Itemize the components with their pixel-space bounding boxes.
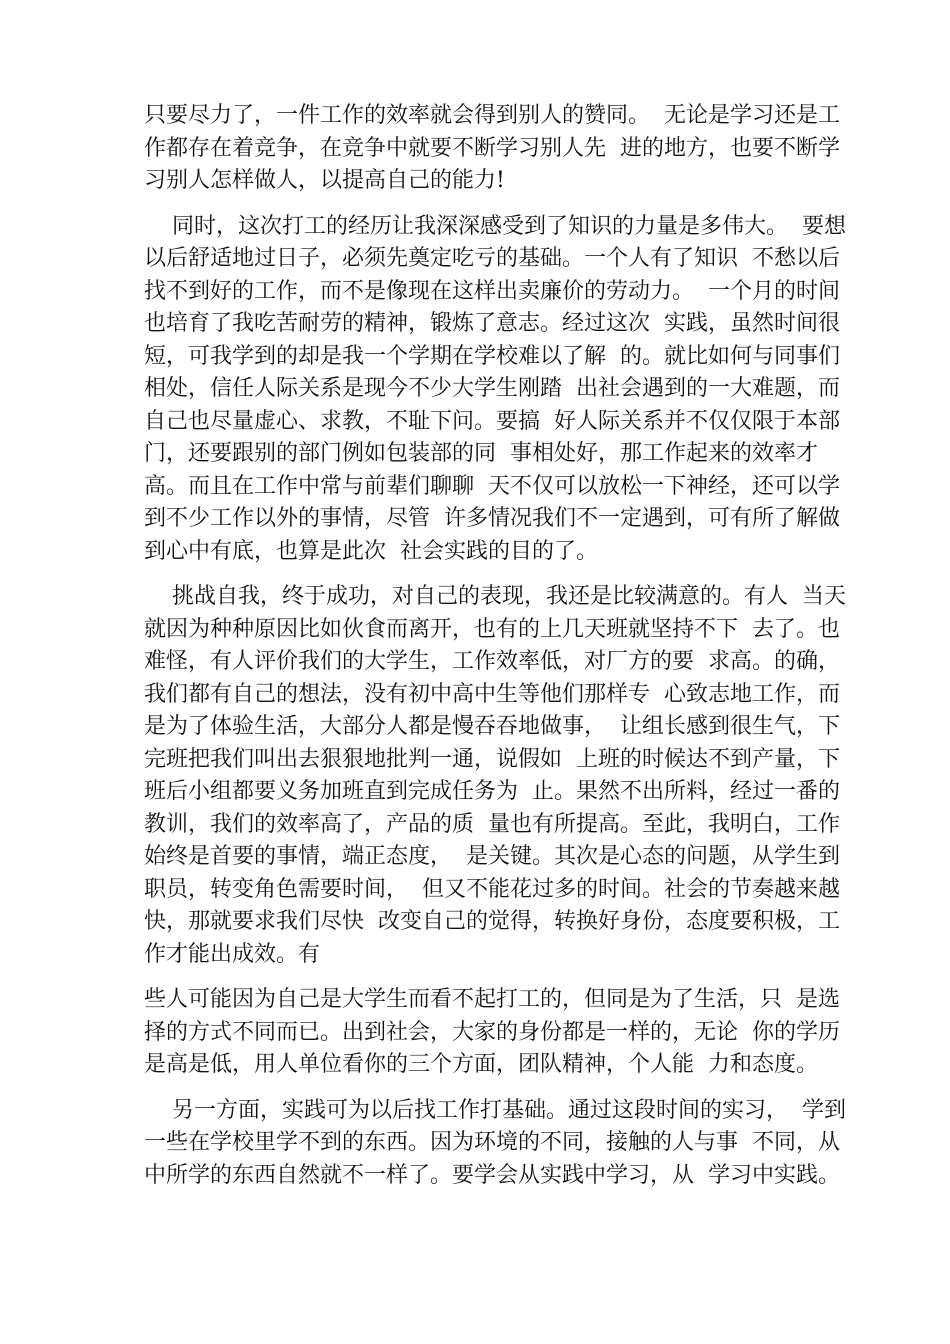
text-line: 以后舒适地过日子，必须先奠定吃亏的基础。一个人有了知识 不愁以后 [144,246,840,271]
text-line: 也培育了我吃苦耐劳的精神，锻炼了意志。经过这次 实践，虽然时间很 [144,311,840,336]
text-line: 门，还要跟别的部门例如包装部的同 事相处好，那工作起来的效率才 [144,441,818,466]
text-line: 挑战自我，终于成功，对自己的表现，我还是比较满意的。有人 当天 [144,584,846,609]
paragraph-4 [144,984,840,1082]
text-line: 些人可能因为自己是大学生而看不起打工的，但同是为了生活，只 是选 [144,987,840,1012]
text-line: 始终是首要的事情，端正态度， 是关键。其次是心态的问题，从学生到 [144,844,840,869]
text-line: 教训，我们的效率高了，产品的质 量也有所提高。至此，我明白，工作 [144,811,840,837]
text-line: 另一方面，实践可为以后找工作打基础。通过这段时间的实习， 学到 [144,1097,846,1123]
text-line: 是为了体验生活，大部分人都是慢吞吞地做事， 让组长感到很生气，下 [144,714,840,739]
text-line: 同时，这次打工的经历让我深深感受到了知识的力量是多伟大。 要想 [144,213,846,239]
text-line: 是高是低，用人单位看你的三个方面，团队精神，个人能 力和态度。 [144,1052,818,1077]
text-line: 难怪，有人评价我们的大学生，工作效率低，对厂方的要 求高。的确， [144,649,840,674]
text-line: 到心中有底，也算是此次 社会实践的目的了。 [144,538,598,564]
text-line: 只要尽力了，一件工作的效率就会得到别人的赞同。 无论是学习还是工 [144,103,840,128]
text-line: 我们都有自己的想法，没有初中高中生等他们那样专 心致志地工作，而 [144,681,840,707]
paragraph-1 [144,100,840,198]
paragraph-spacer [144,198,834,211]
paragraph-spacer [144,1082,834,1095]
text-line: 就因为种种原因比如伙食而离开，也有的上几天班就坚持不下 去了。也 [144,616,840,642]
paragraph-spacer [144,568,834,581]
paragraph-5 [144,1095,846,1193]
text-line: 到不少工作以外的事情，尽管 许多情况我们不一定遇到，可有所了解做 [144,506,840,531]
text-line: 完班把我们叫出去狠狠地批判一通，说假如 上班的时候达不到产量，下 [144,746,840,772]
text-line: 择的方式不同而已。出到社会，大家的身份都是一样的，无论 你的学历 [144,1019,840,1045]
text-line: 一些在学校里学不到的东西。因为环境的不同，接触的人与事 不同，从 [144,1130,840,1155]
text-line: 职员，转变角色需要时间， 但又不能花过多的时间。社会的节奏越来越 [144,876,840,902]
text-line: 找不到好的工作，而不是像现在这样出卖廉价的劳动力。 一个月的时间 [144,278,840,304]
text-line: 自己也尽量虚心、求教，不耻下问。要搞 好人际关系并不仅仅限于本部 [144,408,840,434]
text-line: 相处，信任人际关系是现今不少大学生刚踏 出社会遇到的一大难题，而 [144,376,840,401]
paragraph-2 [144,211,846,569]
text-line: 作都存在着竞争，在竞争中就要不断学习别人先 进的地方，也要不断学 [144,135,840,161]
text-line: 习别人怎样做人，以提高自己的能力! [144,168,505,193]
text-line: 快，那就要求我们尽快 改变自己的觉得，转换好身份，态度要积极，工 [144,909,840,934]
paragraph-3 [144,581,846,971]
text-line: 中所学的东西自然就不一样了。要学会从实践中学习，从 学习中实践。 [144,1162,840,1188]
text-line: 短，可我学到的却是我一个学期在学校难以了解 的。就比如何与同事们 [144,343,840,369]
paragraph-spacer [144,971,834,984]
text-line: 高。而且在工作中常与前辈们聊聊 天不仅可以放松一下神经，还可以学 [144,473,840,499]
text-line: 作才能出成效。有 [144,941,321,967]
text-line: 班后小组都要义务加班直到完成任务为 止。果然不出所料，经过一番的 [144,779,840,804]
document-page [144,100,846,1192]
